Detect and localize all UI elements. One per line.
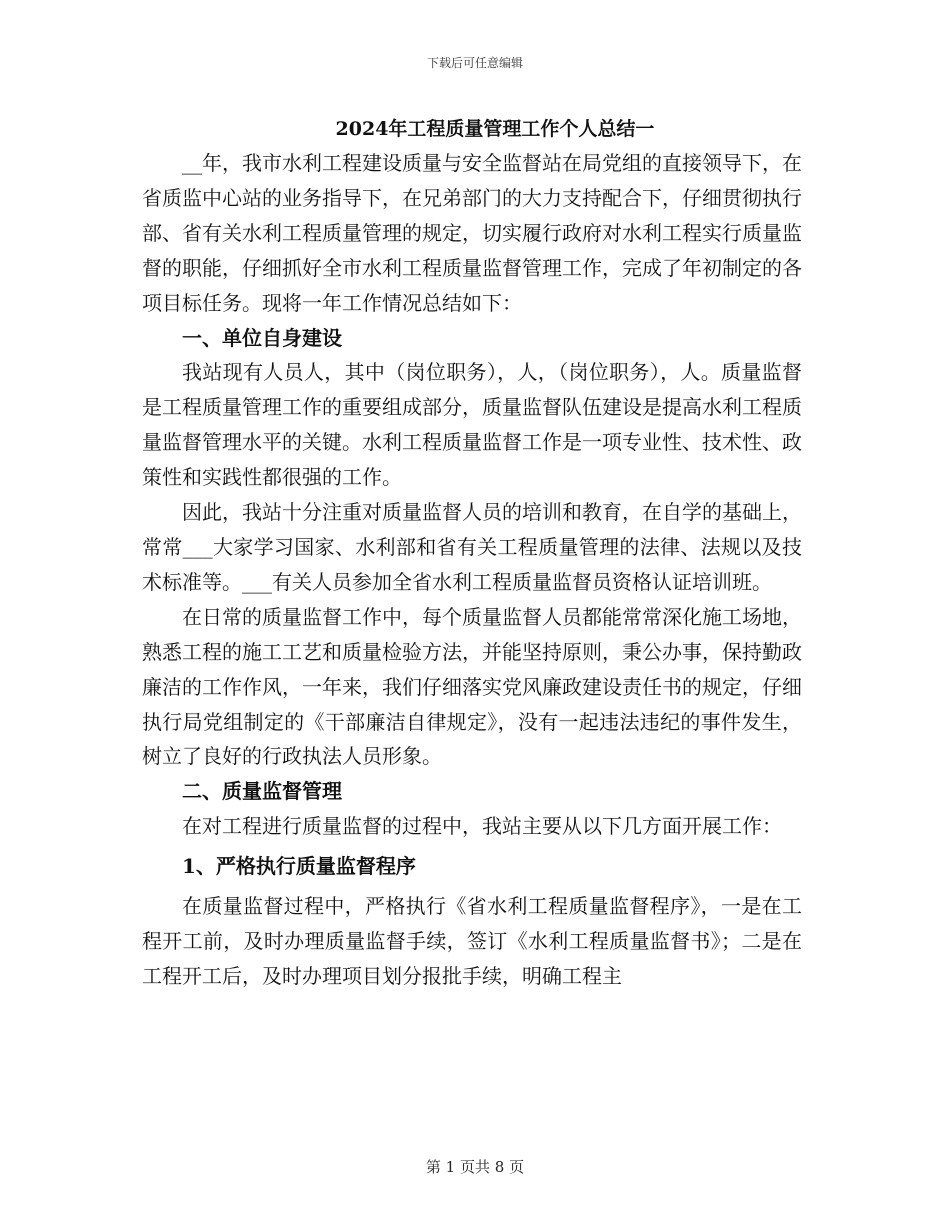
body-paragraph: 在质量监督过程中，严格执行《省水利工程质量监督程序》，一是在工程开工前，及时办理质量监督手续，签订《水利工程质量监督书》；二是在工程开工后，及时办理项目划分报批手续，明确工程主 [142, 894, 802, 988]
body-paragraph: 我站现有人员人，其中（岗位职务），人，（岗位职务），人。质量监督是工程质量管理工作的重要组成部分，质量监督队伍建设是提高水利工程质量监督管理水平的关键。水利工程质量监督工作是一项专业性、技术性、政策性和实践性都很强的工作。 [142, 360, 802, 490]
page-footer: 第 1 页共 8 页 [425, 1158, 525, 1176]
section-heading-1: 一、单位自身建设 [182, 325, 342, 350]
document-body [142, 146, 802, 994]
document-title: 2024年工程质量管理工作个人总结一 [335, 118, 655, 140]
body-paragraph: 因此，我站十分注重对质量监督人员的培训和教育，在自学的基础上，常常___大家学习国家、水利部和省有关工程质量管理的法律、法规以及技术标准等。___有关人员参加全省水利工程质量监督员资格认证培训班。 [142, 500, 802, 594]
intro-paragraph: __年，我市水利工程建设质量与安全监督站在局党组的直接领导下，在省质监中心站的业务指导下，在兄弟部门的大力支持配合下，仔细贯彻执行部、省有关水利工程质量管理的规定，切实履行政府对水利工程实行质量监督的职能，仔细抓好全市水利工程质量监督管理工作，完成了年初制定的各项目标任务。现将一年工作情况总结如下： [142, 151, 802, 315]
page-header: 下载后可任意编辑 [426, 56, 523, 70]
body-paragraph: 在对工程进行质量监督的过程中，我站主要从以下几方面开展工作： [182, 814, 782, 839]
section-heading-2: 二、质量监督管理 [182, 779, 342, 804]
body-paragraph: 在日常的质量监督工作中，每个质量监督人员都能常常深化施工场地，熟悉工程的施工工艺和质量检验方法，并能坚持原则，秉公办事，保持勤政廉洁的工作作风，一年来，我们仔细落实党风廉政建设责任书的规定，仔细执行局党组制定的《干部廉洁自律规定》，没有一起违法违纪的事件发生，树立了良好的行政执法人员形象。 [142, 604, 802, 769]
subsection-heading-1: 1、严格执行质量监督程序 [182, 854, 416, 879]
